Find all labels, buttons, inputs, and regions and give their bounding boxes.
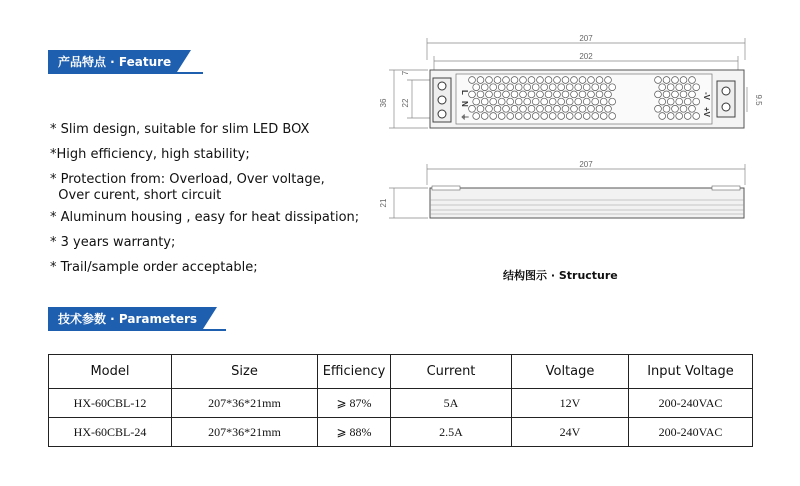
vent-hole [481,98,488,105]
vent-hole [494,105,501,112]
structure-label: 结构图示 · Structure [503,269,618,282]
vent-hole [684,98,691,105]
vent-hole [689,91,696,98]
vent-hole [545,105,552,112]
vent-hole [605,77,612,84]
vent-hole [562,77,569,84]
vent-hole [575,98,582,105]
vent-hole [583,113,590,120]
vent-hole [693,113,700,120]
vent-hole [583,98,590,105]
vent-hole [663,91,670,98]
vent-hole [684,113,691,120]
column-header: Input Voltage [629,355,753,389]
column-header: Voltage [512,355,629,389]
feature-item: * Trail/sample order acceptable; [50,260,258,275]
parameters-banner [48,307,217,329]
vent-hole [481,84,488,91]
table-cell: 24V [512,418,629,447]
vent-hole [579,91,586,98]
vent-hole [532,98,539,105]
vent-hole [498,113,505,120]
vent-hole [592,84,599,91]
vent-hole [600,98,607,105]
vent-hole [672,91,679,98]
vent-hole [663,77,670,84]
table-header-row [49,355,753,389]
vent-hole [676,113,683,120]
vent-hole [680,77,687,84]
vent-hole [609,84,616,91]
vent-hole [477,105,484,112]
vent-hole [588,105,595,112]
vent-hole [549,98,556,105]
vent-hole [537,91,544,98]
vent-hole [592,98,599,105]
vent-hole [515,113,522,120]
vent-hole [693,98,700,105]
vent-hole [494,91,501,98]
table-cell: 2.5A [391,418,512,447]
table-cell: 12V [512,389,629,418]
vent-hole [562,105,569,112]
vent-hole [663,105,670,112]
feature-item: *High efficiency, high stability; [50,147,250,162]
vent-hole [554,91,561,98]
vent-hole [554,105,561,112]
vent-hole [609,98,616,105]
terminal-label: +V [702,107,711,118]
vent-hole [680,105,687,112]
table-row [49,389,753,418]
vent-hole [473,98,480,105]
vent-hole [667,113,674,120]
vent-hole [558,113,565,120]
dim-small: 7 [401,70,410,76]
vent-hole [524,98,531,105]
vent-hole [486,105,493,112]
vent-hole [596,91,603,98]
vent-hole [579,77,586,84]
parameters-table [48,354,753,447]
vent-hole [498,84,505,91]
vent-hole [532,113,539,120]
table-cell: ⩾ 88% [318,418,391,447]
vent-hole [520,105,527,112]
vent-hole [490,113,497,120]
vent-hole [507,84,514,91]
feature-item: * 3 years warranty; [50,235,176,250]
vent-hole [596,105,603,112]
vent-hole [515,98,522,105]
vent-hole [537,77,544,84]
vent-hole [541,113,548,120]
vent-hole [655,91,662,98]
vent-hole [549,84,556,91]
vent-hole [524,113,531,120]
vent-hole [566,98,573,105]
table-row [49,418,753,447]
vent-hole [486,91,493,98]
vent-hole [600,84,607,91]
vent-hole [571,91,578,98]
vent-hole [609,113,616,120]
table-cell: HX-60CBL-24 [49,418,172,447]
vent-hole [477,91,484,98]
vent-hole [490,84,497,91]
vent-hole [605,91,612,98]
vent-hole [503,77,510,84]
terminal-label: N [460,101,469,107]
vent-hole [469,77,476,84]
table-cell: 207*36*21mm [172,389,318,418]
column-header: Current [391,355,512,389]
table-cell: 200-240VAC [629,389,753,418]
vent-hole [511,105,518,112]
column-header: Size [172,355,318,389]
column-header: Model [49,355,172,389]
dim-top-width: 207 [579,34,593,43]
terminal-label: ⏚ [460,113,469,121]
vent-hole [498,98,505,105]
vent-hole [579,105,586,112]
vent-hole [676,84,683,91]
vent-hole [524,84,531,91]
dim-height-inner: 22 [401,98,410,108]
vent-hole [659,98,666,105]
vent-hole [520,91,527,98]
feature-item: * Slim design, suitable for slim LED BOX [50,122,310,137]
vent-hole [600,113,607,120]
dim-side-height: 21 [379,198,388,208]
vent-hole [490,98,497,105]
vent-hole [562,91,569,98]
vent-hole [684,84,691,91]
vent-hole [575,84,582,91]
banner-underline [48,329,226,331]
vent-hole [528,77,535,84]
vent-hole [511,91,518,98]
vent-hole [667,84,674,91]
vent-hole [596,77,603,84]
vent-hole [667,98,674,105]
vent-hole [583,84,590,91]
vent-hole [473,113,480,120]
table-cell: 5A [391,389,512,418]
vent-hole [541,98,548,105]
vent-hole [655,77,662,84]
vent-hole [515,84,522,91]
vent-hole [494,77,501,84]
vent-hole [566,113,573,120]
vent-hole [575,113,582,120]
vent-hole [659,84,666,91]
vent-hole [672,105,679,112]
vent-hole [655,105,662,112]
vent-hole [486,77,493,84]
vent-hole [592,113,599,120]
vent-hole [693,84,700,91]
vent-hole [528,105,535,112]
vent-hole [588,91,595,98]
dim-inner-width: 202 [579,52,593,61]
vent-hole [689,105,696,112]
vent-hole [477,77,484,84]
table-cell: ⩾ 87% [318,389,391,418]
table-cell: 207*36*21mm [172,418,318,447]
vent-hole [566,84,573,91]
parameters-banner-title: 技术参数 · Parameters [48,307,203,329]
vent-hole [481,113,488,120]
vent-hole [680,91,687,98]
terminal-label: -V [702,92,711,100]
vent-hole [588,77,595,84]
vent-hole [571,105,578,112]
dim-right: 9.5 [754,94,763,106]
vent-hole [503,105,510,112]
table-cell: 200-240VAC [629,418,753,447]
feature-banner-title: 产品特点 · Feature [48,50,177,72]
dim-height-outer: 36 [379,98,388,108]
vent-hole [689,77,696,84]
vent-hole [545,77,552,84]
vent-hole [473,84,480,91]
vent-hole [554,77,561,84]
vent-hole [672,77,679,84]
vent-hole [532,84,539,91]
vent-hole [520,77,527,84]
vent-hole [558,84,565,91]
vent-hole [571,77,578,84]
vent-hole [507,98,514,105]
vent-hole [511,77,518,84]
vent-hole [528,91,535,98]
vent-hole [541,84,548,91]
vent-hole [549,113,556,120]
dim-side-width: 207 [579,160,593,169]
feature-item: * Protection from: Overload, Over voltage, Over curent, short circuit [50,172,325,203]
column-header: Efficiency [318,355,391,389]
vent-hole [605,105,612,112]
feature-item: * Aluminum housing , easy for heat dissipation; [50,210,360,225]
vent-hole [545,91,552,98]
vent-hole [659,113,666,120]
vent-hole [537,105,544,112]
banner-arrow [203,307,217,329]
terminal-label: L [460,90,469,95]
vent-hole [676,98,683,105]
vent-hole [503,91,510,98]
vent-hole [558,98,565,105]
table-cell: HX-60CBL-12 [49,389,172,418]
vent-hole [507,113,514,120]
